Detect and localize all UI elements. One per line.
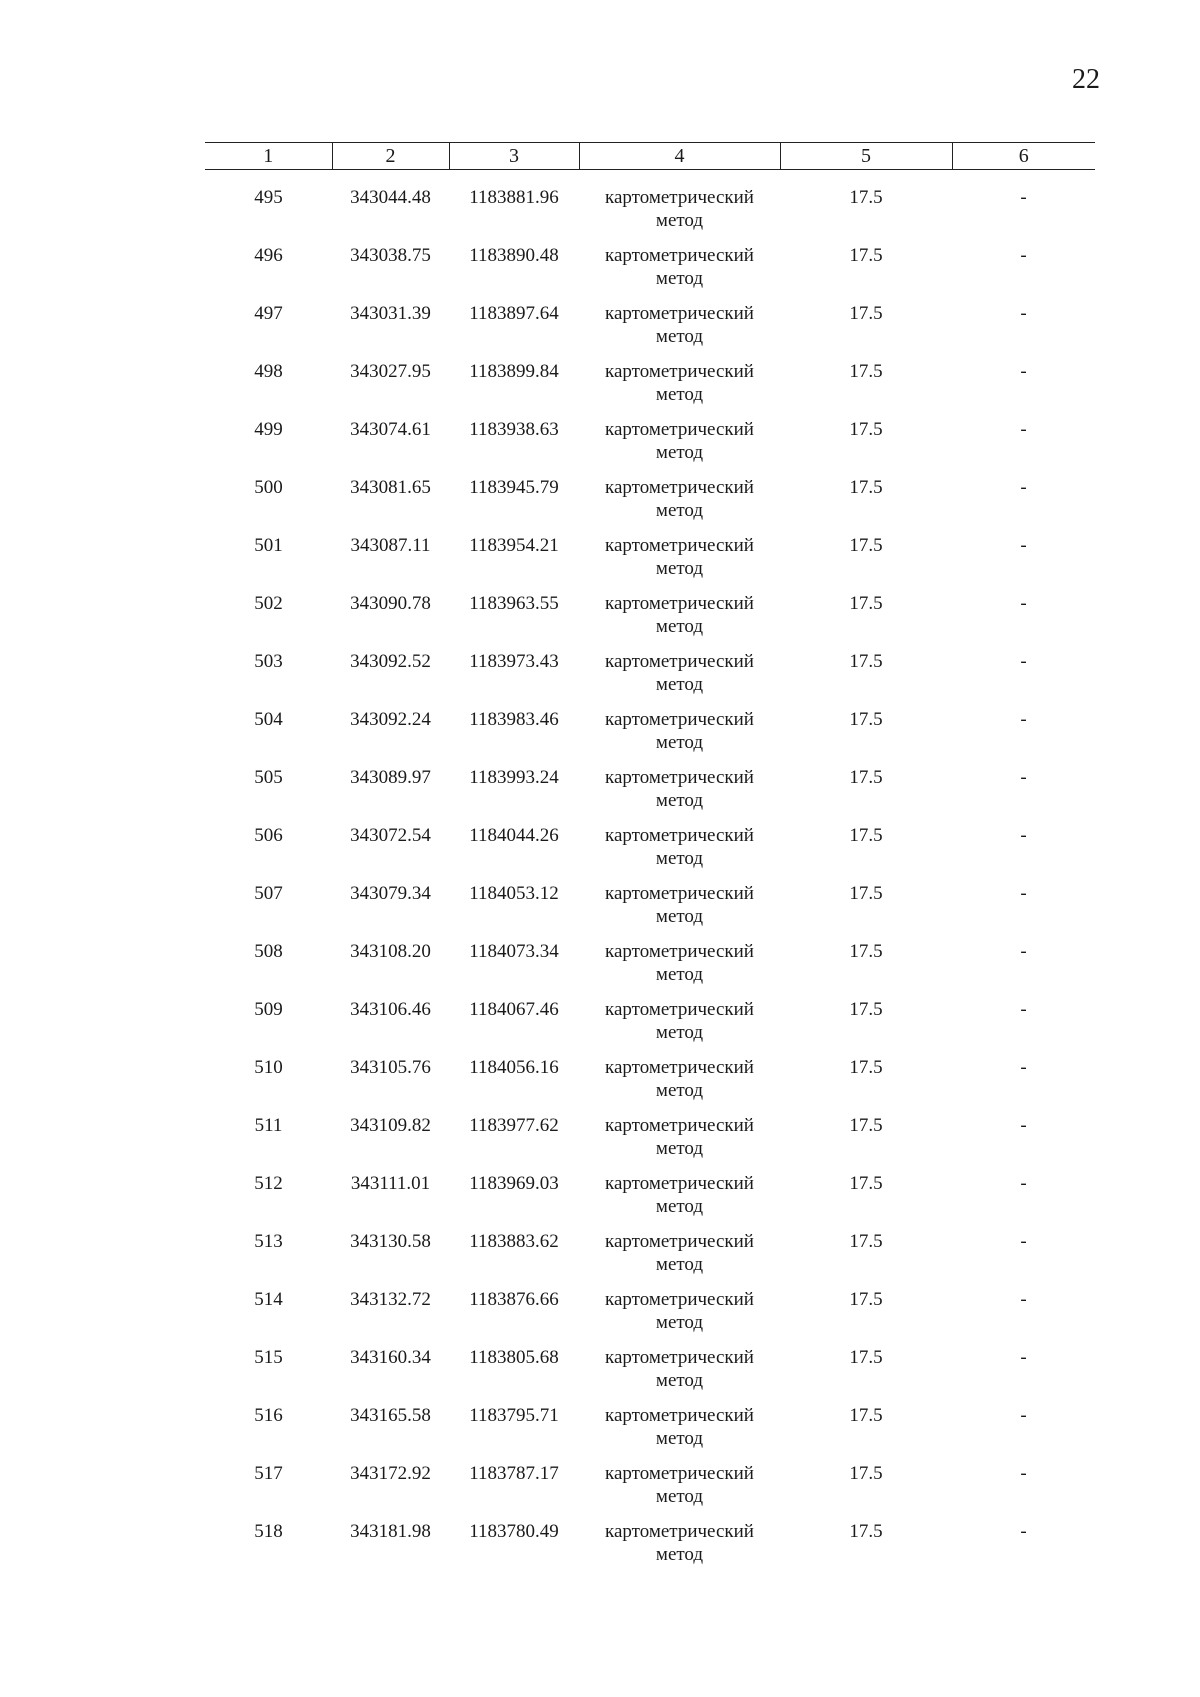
cell-x-coordinate: 343044.48 — [350, 187, 431, 208]
cell-y-coordinate: 1183954.21 — [469, 535, 559, 556]
cell-x-coordinate: 343130.58 — [350, 1231, 431, 1252]
cell-point-number: 509 — [254, 999, 283, 1020]
cell-method: картометрический метод — [605, 535, 754, 579]
cell-y-coordinate: 1184067.46 — [469, 999, 559, 1020]
cell-accuracy: 17.5 — [849, 419, 883, 440]
cell-y-coordinate: 1183973.43 — [469, 651, 559, 672]
cell-method: картометрический метод — [605, 1521, 754, 1565]
cell-accuracy: 17.5 — [849, 941, 883, 962]
header-col-1: 1 — [205, 143, 332, 170]
cell-x-coordinate: 343109.82 — [350, 1115, 431, 1136]
header-col-6: 6 — [952, 143, 1095, 170]
cell-x-coordinate: 343105.76 — [350, 1057, 431, 1078]
cell-note: - — [1020, 419, 1027, 440]
cell-note: - — [1020, 361, 1027, 382]
table-row — [205, 1346, 1095, 1404]
cell-x-coordinate: 343181.98 — [350, 1521, 431, 1542]
cell-note: - — [1020, 593, 1027, 614]
cell-y-coordinate: 1183805.68 — [469, 1347, 559, 1368]
cell-method: картометрический метод — [605, 477, 754, 521]
cell-x-coordinate: 343165.58 — [350, 1405, 431, 1426]
cell-accuracy: 17.5 — [849, 1057, 883, 1078]
cell-x-coordinate: 343172.92 — [350, 1463, 431, 1484]
cell-point-number: 503 — [254, 651, 283, 672]
cell-note: - — [1020, 1057, 1027, 1078]
table-row — [205, 1288, 1095, 1346]
cell-x-coordinate: 343092.24 — [350, 709, 431, 730]
cell-point-number: 518 — [254, 1521, 283, 1542]
cell-accuracy: 17.5 — [849, 593, 883, 614]
cell-x-coordinate: 343079.34 — [350, 883, 431, 904]
cell-point-number: 500 — [254, 477, 283, 498]
cell-y-coordinate: 1184053.12 — [469, 883, 559, 904]
cell-y-coordinate: 1183983.46 — [469, 709, 559, 730]
cell-method: картометрический метод — [605, 825, 754, 869]
cell-accuracy: 17.5 — [849, 1289, 883, 1310]
table-row — [205, 650, 1095, 708]
cell-note: - — [1020, 477, 1027, 498]
cell-y-coordinate: 1183969.03 — [469, 1173, 559, 1194]
cell-method: картометрический метод — [605, 303, 754, 347]
cell-x-coordinate: 343090.78 — [350, 593, 431, 614]
cell-note: - — [1020, 941, 1027, 962]
cell-note: - — [1020, 825, 1027, 846]
cell-y-coordinate: 1183881.96 — [469, 187, 559, 208]
cell-point-number: 515 — [254, 1347, 283, 1368]
cell-y-coordinate: 1183890.48 — [469, 245, 559, 266]
cell-point-number: 505 — [254, 767, 283, 788]
coordinates-table — [205, 142, 1095, 1578]
coordinates-table-container — [205, 142, 1095, 1578]
cell-method: картометрический метод — [605, 593, 754, 637]
cell-point-number: 495 — [254, 187, 283, 208]
cell-point-number: 497 — [254, 303, 283, 324]
cell-y-coordinate: 1183780.49 — [469, 1521, 559, 1542]
cell-accuracy: 17.5 — [849, 999, 883, 1020]
cell-x-coordinate: 343074.61 — [350, 419, 431, 440]
table-row — [205, 476, 1095, 534]
table-row — [205, 1056, 1095, 1114]
cell-accuracy: 17.5 — [849, 361, 883, 382]
cell-method: картометрический метод — [605, 941, 754, 985]
cell-accuracy: 17.5 — [849, 303, 883, 324]
page-number: 22 — [1072, 64, 1100, 95]
cell-point-number: 512 — [254, 1173, 283, 1194]
cell-point-number: 502 — [254, 593, 283, 614]
table-body — [205, 170, 1095, 1579]
cell-y-coordinate: 1183876.66 — [469, 1289, 559, 1310]
cell-method: картометрический метод — [605, 245, 754, 289]
cell-note: - — [1020, 1521, 1027, 1542]
cell-method: картометрический метод — [605, 419, 754, 463]
cell-accuracy: 17.5 — [849, 477, 883, 498]
table-row — [205, 418, 1095, 476]
table-row — [205, 1462, 1095, 1520]
cell-x-coordinate: 343111.01 — [350, 1173, 431, 1194]
cell-x-coordinate: 343027.95 — [350, 361, 431, 382]
cell-accuracy: 17.5 — [849, 651, 883, 672]
cell-point-number: 499 — [254, 419, 283, 440]
header-col-2: 2 — [332, 143, 449, 170]
cell-x-coordinate: 343087.11 — [350, 535, 431, 556]
table-row — [205, 708, 1095, 766]
cell-point-number: 517 — [254, 1463, 283, 1484]
header-col-3: 3 — [449, 143, 579, 170]
cell-note: - — [1020, 187, 1027, 208]
cell-point-number: 501 — [254, 535, 283, 556]
cell-x-coordinate: 343106.46 — [350, 999, 431, 1020]
cell-note: - — [1020, 999, 1027, 1020]
cell-point-number: 496 — [254, 245, 283, 266]
cell-note: - — [1020, 303, 1027, 324]
cell-y-coordinate: 1183897.64 — [469, 303, 559, 324]
table-row — [205, 940, 1095, 998]
cell-point-number: 508 — [254, 941, 283, 962]
cell-note: - — [1020, 1463, 1027, 1484]
table-row — [205, 170, 1095, 245]
cell-method: картометрический метод — [605, 361, 754, 405]
cell-accuracy: 17.5 — [849, 709, 883, 730]
cell-x-coordinate: 343081.65 — [350, 477, 431, 498]
cell-note: - — [1020, 535, 1027, 556]
cell-accuracy: 17.5 — [849, 767, 883, 788]
cell-y-coordinate: 1184044.26 — [469, 825, 559, 846]
cell-point-number: 504 — [254, 709, 283, 730]
cell-note: - — [1020, 1405, 1027, 1426]
cell-accuracy: 17.5 — [849, 1115, 883, 1136]
table-row — [205, 302, 1095, 360]
cell-y-coordinate: 1183795.71 — [469, 1405, 559, 1426]
table-row — [205, 824, 1095, 882]
cell-x-coordinate: 343108.20 — [350, 941, 431, 962]
cell-point-number: 514 — [254, 1289, 283, 1310]
cell-method: картометрический метод — [605, 1173, 754, 1217]
cell-x-coordinate: 343089.97 — [350, 767, 431, 788]
cell-point-number: 507 — [254, 883, 283, 904]
table-row — [205, 766, 1095, 824]
cell-method: картометрический метод — [605, 187, 754, 231]
header-col-5: 5 — [780, 143, 952, 170]
cell-y-coordinate: 1183787.17 — [469, 1463, 559, 1484]
cell-accuracy: 17.5 — [849, 1463, 883, 1484]
cell-x-coordinate: 343038.75 — [350, 245, 431, 266]
cell-method: картометрический метод — [605, 651, 754, 695]
table-row — [205, 1114, 1095, 1172]
cell-accuracy: 17.5 — [849, 1405, 883, 1426]
table-row — [205, 1172, 1095, 1230]
cell-accuracy: 17.5 — [849, 1173, 883, 1194]
cell-accuracy: 17.5 — [849, 1347, 883, 1368]
cell-accuracy: 17.5 — [849, 883, 883, 904]
cell-method: картометрический метод — [605, 1231, 754, 1275]
header-col-4: 4 — [579, 143, 780, 170]
cell-accuracy: 17.5 — [849, 1521, 883, 1542]
cell-x-coordinate: 343092.52 — [350, 651, 431, 672]
cell-point-number: 506 — [254, 825, 283, 846]
cell-y-coordinate: 1183938.63 — [469, 419, 559, 440]
table-header-row — [205, 143, 1095, 170]
table-row — [205, 534, 1095, 592]
cell-point-number: 498 — [254, 361, 283, 382]
cell-point-number: 513 — [254, 1231, 283, 1252]
cell-note: - — [1020, 1289, 1027, 1310]
cell-method: картометрический метод — [605, 1115, 754, 1159]
table-row — [205, 998, 1095, 1056]
cell-y-coordinate: 1184073.34 — [469, 941, 559, 962]
cell-y-coordinate: 1184056.16 — [469, 1057, 559, 1078]
cell-y-coordinate: 1183977.62 — [469, 1115, 559, 1136]
cell-method: картометрический метод — [605, 767, 754, 811]
cell-method: картометрический метод — [605, 1289, 754, 1333]
table-row — [205, 882, 1095, 940]
cell-note: - — [1020, 1115, 1027, 1136]
cell-method: картометрический метод — [605, 709, 754, 753]
cell-x-coordinate: 343031.39 — [350, 303, 431, 324]
table-row — [205, 1404, 1095, 1462]
table-row — [205, 1230, 1095, 1288]
table-row — [205, 592, 1095, 650]
cell-note: - — [1020, 1347, 1027, 1368]
cell-y-coordinate: 1183945.79 — [469, 477, 559, 498]
cell-point-number: 511 — [254, 1115, 283, 1136]
cell-accuracy: 17.5 — [849, 535, 883, 556]
cell-method: картометрический метод — [605, 1347, 754, 1391]
cell-x-coordinate: 343072.54 — [350, 825, 431, 846]
table-row — [205, 360, 1095, 418]
cell-accuracy: 17.5 — [849, 825, 883, 846]
cell-y-coordinate: 1183993.24 — [469, 767, 559, 788]
cell-note: - — [1020, 1231, 1027, 1252]
cell-x-coordinate: 343160.34 — [350, 1347, 431, 1368]
cell-x-coordinate: 343132.72 — [350, 1289, 431, 1310]
cell-accuracy: 17.5 — [849, 245, 883, 266]
cell-method: картометрический метод — [605, 999, 754, 1043]
cell-note: - — [1020, 709, 1027, 730]
cell-y-coordinate: 1183883.62 — [469, 1231, 559, 1252]
table-row — [205, 244, 1095, 302]
cell-accuracy: 17.5 — [849, 1231, 883, 1252]
cell-note: - — [1020, 245, 1027, 266]
cell-point-number: 516 — [254, 1405, 283, 1426]
cell-y-coordinate: 1183963.55 — [469, 593, 559, 614]
cell-method: картометрический метод — [605, 1405, 754, 1449]
cell-method: картометрический метод — [605, 1057, 754, 1101]
cell-note: - — [1020, 883, 1027, 904]
cell-accuracy: 17.5 — [849, 187, 883, 208]
cell-method: картометрический метод — [605, 1463, 754, 1507]
cell-y-coordinate: 1183899.84 — [469, 361, 559, 382]
cell-note: - — [1020, 651, 1027, 672]
table-row — [205, 1520, 1095, 1578]
cell-method: картометрический метод — [605, 883, 754, 927]
cell-note: - — [1020, 767, 1027, 788]
cell-point-number: 510 — [254, 1057, 283, 1078]
cell-note: - — [1020, 1173, 1027, 1194]
